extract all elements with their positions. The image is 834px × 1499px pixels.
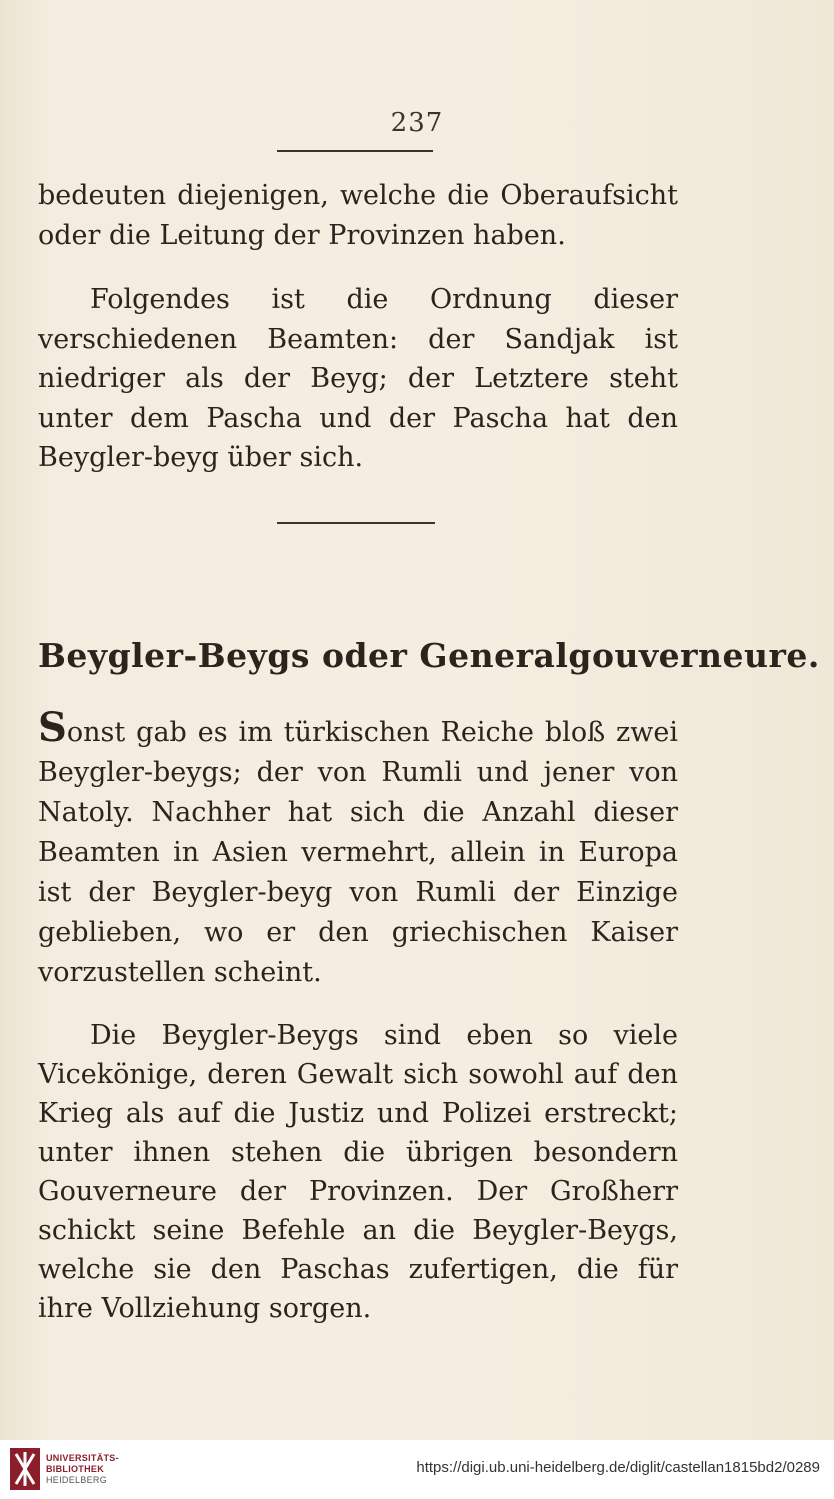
section-divider xyxy=(277,522,435,524)
library-name xyxy=(46,1453,119,1486)
paragraph-4 xyxy=(38,1016,678,1328)
paragraph-1 xyxy=(38,176,678,255)
viewer-footer xyxy=(0,1440,834,1499)
paragraph-3-text: onst gab es im türkischen Reiche bloß zwei Beygler-beygs; der von Rumli und jener von Natoly. Nachher hat sich die Anzahl dieser Beamten in Asien vermehrt, allein in Europa ist der Beygler-beyg von Rumli der Einzige geblieben, wo er den griechischen Kaiser vorzustellen scheint. xyxy=(38,717,678,988)
paragraph-4-text: Die Beygler-Beygs sind eben so viele Vicekönige, deren Gewalt sich sowohl auf den Krieg als auf die Justiz und Polizei erstreckt; unter ihnen stehen die übrigen besondern Gouverneure der Provinzen. Der Großherr schickt seine Befehle an die Beygler-Beygs, welche sie den Paschas zufertigen, die für ihre Vollziehung sorgen. xyxy=(38,1020,678,1324)
paragraph-3 xyxy=(38,704,678,993)
library-name-line-3: HEIDELBERG xyxy=(46,1475,108,1485)
library-name-line-1: UNIVERSITÄTS- xyxy=(46,1453,119,1463)
university-library-logo-icon xyxy=(10,1448,40,1490)
section-heading: Beygler-Beygs oder Generalgouverneure. xyxy=(38,636,820,675)
paragraph-2 xyxy=(38,280,678,478)
library-name-line-2: BIBLIOTHEK xyxy=(46,1464,104,1474)
page-number: 237 xyxy=(390,108,444,138)
permalink-url[interactable]: https://digi.ub.uni-heidelberg.de/diglit/castellan1815bd2/0289 xyxy=(416,1459,820,1476)
paragraph-1-text: bedeuten diejenigen, welche die Oberaufsicht oder die Leitung der Provinzen haben. xyxy=(38,180,678,251)
header-rule xyxy=(277,150,433,152)
drop-cap: S xyxy=(38,704,67,751)
paragraph-2-text: Folgendes ist die Ordnung dieser verschiedenen Beamten: der Sandjak ist niedriger als der Beyg; der Letztere steht unter dem Pascha und der Pascha hat den Beygler-beyg über sich. xyxy=(38,284,678,473)
